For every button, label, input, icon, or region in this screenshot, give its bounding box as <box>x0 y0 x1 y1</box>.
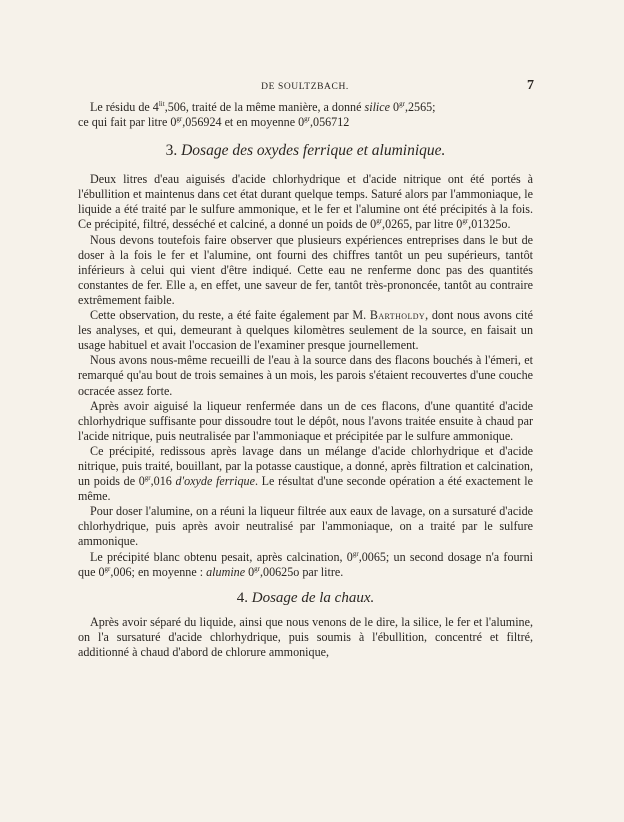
section-4-paragraph-1: Après avoir séparé du liquide, ainsi que nous venons de le dire, la silice, le fer et l'alumine, on l'a sursaturé d'acide chlorhydrique, puis soumis à l'ébullition, concentré et filtré, additionné à chaud d'abord de chlorure ammonique, <box>78 614 533 659</box>
author-name: Bartholdy <box>369 308 426 323</box>
section-3-paragraph-4: Nous avons nous-même recueilli de l'eau à la source dans des flacons bouchés à l'émeri, et remarqué qu'au bout de trois semaines à un mois, les parois s'étaient recouvertes d'une couche ocracée assez forte. <box>78 353 533 398</box>
page-number: 7 <box>527 78 534 93</box>
section-3-paragraph-5: Après avoir aiguisé la liqueur renfermée dans un de ces flacons, d'une quantité d'acide chlorhydrique suffisante pour dissoudre tout le dépôt, nous l'avons traitée ensuite à chaud par l'acide nitrique, puis neutralisée par l'ammoniaque et précipitée par le sulfure ammonique. <box>78 398 533 443</box>
section-3-title: Dosage des oxydes ferrique et aluminique. <box>181 142 446 160</box>
section-4-number: 4. <box>236 589 249 606</box>
intro-line-1: Le résidu de $4^{lit},506$, traité de la même manière, a donné silice $0^{gr},2565$; <box>90 100 436 114</box>
section-3-paragraph-1: Deux litres d'eau aiguisés d'acide chlorhydrique et d'acide nitrique ont été portés à l'ébullition et maintenus dans cet état durant quelque temps. Saturé alors par l'ammoniaque, le liquide a été traité par le sulfure ammonique, et le fer et l'alumine ont été précipités à la fois. Ce précipité, filtré, desséché et calciné, a donné un poids de $0^{gr},0265$, par litre $0^{gr},01325o$. <box>78 172 533 232</box>
intro-line-2: ce qui fait par litre $0^{gr},056924$ et en moyenne $0^{gr},056712$ <box>78 115 350 130</box>
section-4-title: Dosage de la chaux. <box>251 589 375 606</box>
section-3-paragraph-6: Ce précipité, redissous après lavage dans un mélange d'acide chlorhydrique et d'acide nitrique, puis traité, bouillant, par la potasse caustique, a donné, après filtration et calcination, un poids de $0^{gr},016$ d'oxyde ferrique. Le résultat d'une seconde opération a été exactement le même. <box>78 443 533 504</box>
section-3-heading <box>78 142 533 160</box>
section-3-paragraph-7: Pour doser l'alumine, on a réuni la liqueur filtrée aux eaux de lavage, on a sursaturé d'acide chlorhydrique, puis après avoir neutralisé par l'ammoniaque, on a traité par le sulfure ammonique. <box>78 504 533 549</box>
section-3-number: 3. <box>165 142 178 160</box>
running-head <box>80 78 534 98</box>
section-3-paragraph-3: Cette observation, du reste, a été faite également par M. Bartholdy, dont nous avons cité les analyses, et qui, demeurant à quelques kilomètres seulement de la source, en faisait un usage habituel et avait l'occasion de l'examiner presque journellement. <box>78 308 533 353</box>
section-3-paragraph-2: Nous devons toutefois faire observer que plusieurs expériences entreprises dans le but de doser à la fois le fer et l'alumine, ont fourni des chiffres tantôt un peu supérieurs, tantôt inférieurs à celui qui vient d'être indiqué. Cette eau ne renferme donc pas des quantités constantes de fer. Elle a, en effet, une saveur de fer, tantôt très-prononcée, tantôt au contraire extrêmement faible. <box>78 232 533 307</box>
section-3-paragraph-8: Le précipité blanc obtenu pesait, après calcination, $0^{gr},0065$; un second dosage n'a fourni que $0^{gr},006$; en moyenne : alumine $0^{gr},00625o$ par litre. <box>78 549 533 579</box>
section-4-heading <box>78 590 533 607</box>
running-title: DE SOULTZBACH. <box>261 82 349 92</box>
body-text <box>78 100 533 660</box>
